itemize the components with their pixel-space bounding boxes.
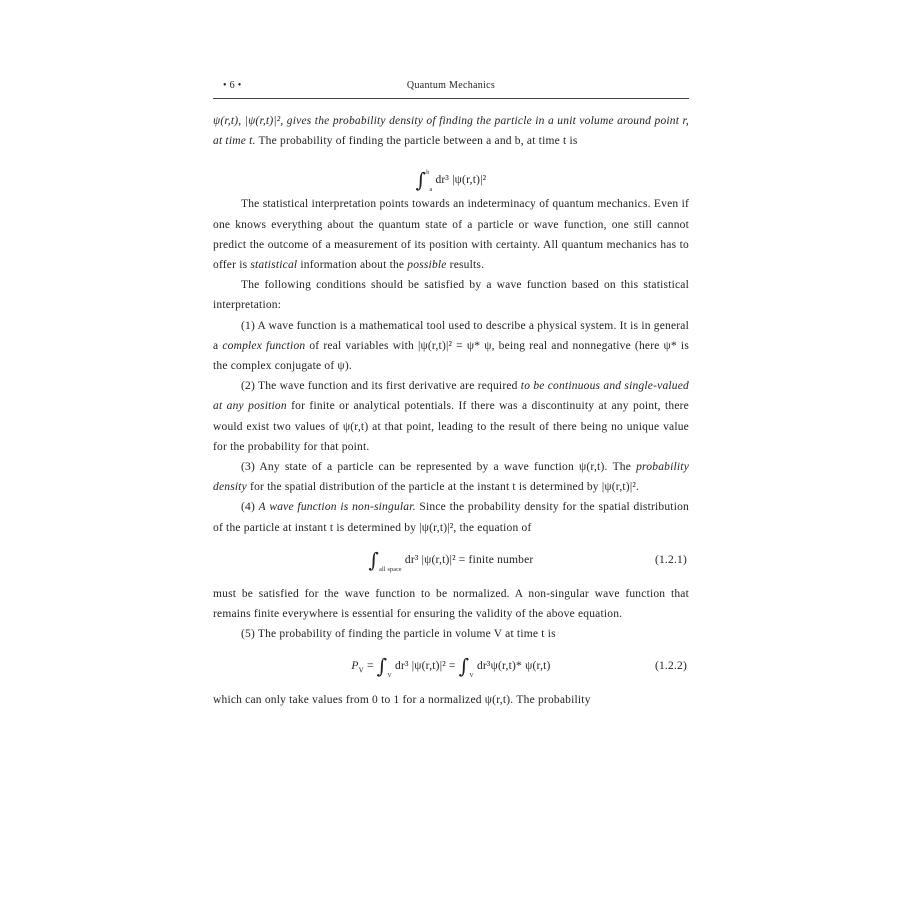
integral-lower-limit: V <box>387 673 392 680</box>
running-header <box>213 80 689 94</box>
equation-number: (1.2.2) <box>654 660 687 673</box>
statistical-italic: statistical <box>250 259 298 272</box>
intro-text: The probability of finding the particle between a and b, at time t is <box>255 135 578 148</box>
equation-number: (1.2.1) <box>654 553 687 566</box>
equation-1-2-1 <box>213 538 689 584</box>
equation-lhs-subscript: V <box>358 666 364 675</box>
book-page <box>213 0 689 900</box>
equation-body: dr³ |ψ(r,t)|² = finite number <box>404 553 534 566</box>
integral-sign: ∫ <box>368 547 380 572</box>
integral-lower-limit: V <box>469 673 474 680</box>
statistical-text-a: The statistical interpretation points towards an indeterminacy of quantum mechanics. Even if one knows everything about the quantum state of a particle or wave function, one still cannot predict the outcome of a measurement of its position with certainty. All quantum mechanics has to offer is <box>213 198 689 272</box>
condition-5: (5) The probability of finding the particle in volume V at time t is <box>241 628 556 641</box>
condition-1-text-a: (1) A wave function is a mathematical tool used to describe a physical system. It is in general a <box>213 319 689 352</box>
possible-italic: possible <box>407 259 447 272</box>
condition-4-text-b: Since the probability density for the spatial distribution of the particle at instant t is determined by |ψ(r,t)|², the equation of <box>213 501 689 534</box>
equation-probability-ab <box>213 151 689 194</box>
condition-4-text-a: (4) <box>241 501 259 514</box>
equation-lhs: P <box>351 660 359 673</box>
equals-sign: = <box>363 660 377 673</box>
statistical-text-b: information about the <box>297 259 408 272</box>
integral-lower-limit: a <box>429 187 433 194</box>
integral-lower-limit: all space <box>379 566 402 573</box>
condition-4-italic: A wave function is non-singular. <box>258 501 416 514</box>
condition-3 <box>213 457 689 497</box>
condition-3-italic: probability density <box>213 461 689 494</box>
paragraph-statistical <box>213 194 689 275</box>
paragraph-conditions: The following conditions should be satisfied by a wave function based on this statistical interpretation: <box>213 279 689 312</box>
paragraph-normalized: must be satisfied for the wave function to be normalized. A non-singular wave function that remains finite everywhere is essential for ensuring the validity of the above equation. <box>213 587 689 621</box>
page-number: • 6 • <box>223 80 242 91</box>
condition-2-text-a: (2) The wave function and its first derivative are required <box>241 380 521 393</box>
integral-sign: ∫ <box>415 168 427 193</box>
condition-1-italic: complex function <box>222 339 306 352</box>
statistical-text-c: results. <box>446 259 485 272</box>
integral-sign: ∫ <box>376 654 388 679</box>
running-title: Quantum Mechanics <box>406 80 496 91</box>
condition-2-text-b: for finite or analytical potentials. If there was a discontinuity at any point, there would exist two values of ψ(r,t) at that point, leading to the result of there being no unique value for the probability for that point. <box>213 400 689 453</box>
paragraph-intro <box>213 111 689 151</box>
header-rule <box>213 98 689 99</box>
condition-1-text-b: of real variables with |ψ(r,t)|² = ψ* ψ, being real and nonnegative (here ψ* is the complex conjugate of ψ). <box>213 339 689 373</box>
condition-2-italic: to be continuous and single-valued at any position <box>213 380 689 413</box>
equation-part-1: dr³ |ψ(r,t)|² = <box>395 660 459 673</box>
paragraph-final: which can only take values from 0 to 1 for a normalized ψ(r,t). The probability <box>213 694 591 707</box>
integral-upper-limit: b <box>426 170 430 177</box>
condition-1 <box>213 316 689 377</box>
condition-3-text-b: for the spatial distribution of the particle at the instant t is determined by |ψ(r,t)|². <box>246 481 640 494</box>
condition-2 <box>213 376 689 457</box>
equation-part-2: dr³ψ(r,t)* ψ(r,t) <box>476 660 551 673</box>
equation-1-2-2 <box>213 644 689 690</box>
intro-italic-definition: ψ(r,t), |ψ(r,t)|², gives the probability density of finding the particle in a unit volume around point r, at time t. <box>213 115 689 148</box>
page-body <box>213 111 689 711</box>
condition-4 <box>213 497 689 537</box>
integral-sign: ∫ <box>458 654 470 679</box>
condition-3-text-a: (3) Any state of a particle can be represented by a wave function ψ(r,t). The <box>241 461 637 474</box>
equation-body: dr³ |ψ(r,t)|² <box>435 174 487 187</box>
